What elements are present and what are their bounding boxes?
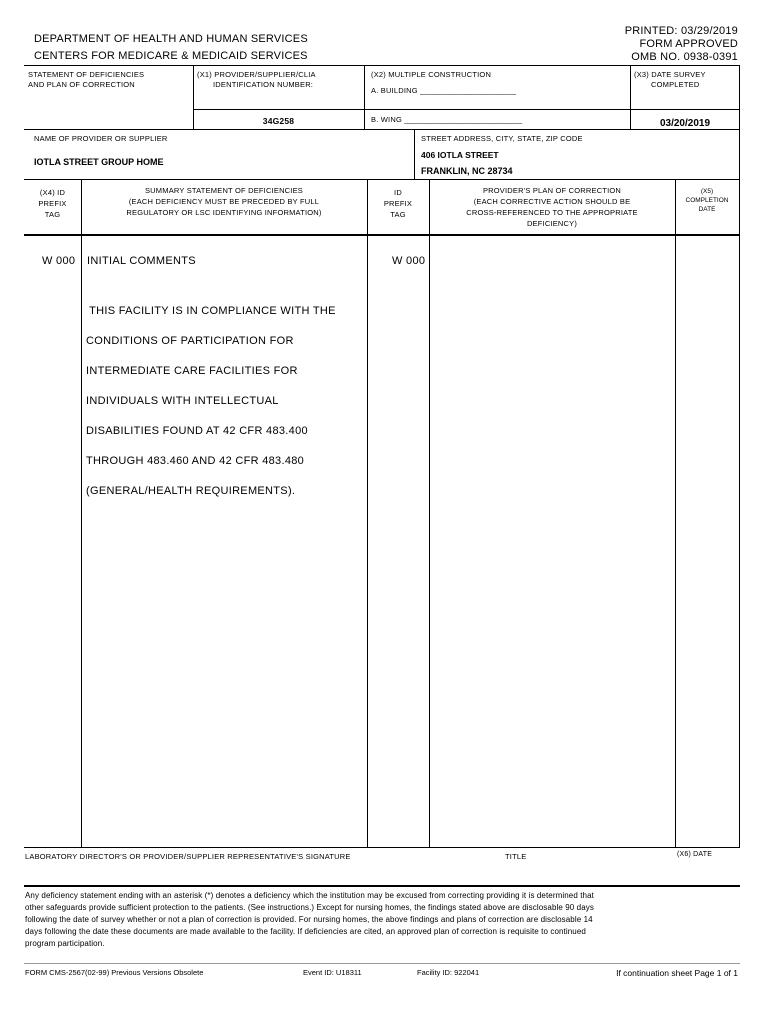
entry-line: CONDITIONS OF PARTICIPATION FOR	[86, 335, 294, 347]
agency-line-2: CENTERS FOR MEDICARE & MEDICAID SERVICES	[34, 50, 308, 62]
summary-label-2: (EACH DEFICIENCY MUST BE PRECEDED BY FULL	[128, 197, 320, 206]
notice-line: Any deficiency statement ending with an asterisk (*) denotes a deficiency which the institution may be excused from correcting providing it is determined that	[25, 891, 594, 900]
form-approved: FORM APPROVED	[639, 38, 738, 50]
address-line-2: FRANKLIN, NC 28734	[421, 166, 513, 176]
omb-number: OMB NO. 0938-0391	[631, 51, 738, 63]
building-label: A. BUILDING ______________________	[371, 86, 517, 95]
plan-label-2: (EACH CORRECTIVE ACTION SHOULD BE	[473, 197, 631, 206]
entry-body	[86, 289, 336, 514]
signature-title: TITLE	[505, 852, 527, 861]
rule-columns-bottom	[24, 234, 740, 236]
entry-line: THROUGH 483.460 AND 42 CFR 483.480	[86, 455, 305, 467]
rule-x1-mid	[193, 109, 364, 110]
x1-label-2: IDENTIFICATION NUMBER:	[213, 80, 314, 89]
id-label-3: TAG	[390, 210, 406, 219]
right-edge-top	[739, 65, 740, 180]
notice-line: following the date of survey whether or not a plan of correction is provided. For nursing homes, the above findings and plans of correction are disclosable 14	[25, 915, 593, 924]
rule-provider-bottom	[24, 179, 740, 180]
col-line-5	[739, 179, 740, 847]
entry-line: INDIVIDUALS WITH INTELLECTUAL	[86, 395, 279, 407]
signature-label: LABORATORY DIRECTOR'S OR PROVIDER/SUPPLIER REPRESENTATIVE'S SIGNATURE	[25, 852, 351, 861]
address-label: STREET ADDRESS, CITY, STATE, ZIP CODE	[421, 134, 583, 143]
statement-label-2: AND PLAN OF CORRECTION	[28, 80, 135, 89]
provider-name-label: NAME OF PROVIDER OR SUPPLIER	[34, 134, 168, 143]
entry-line: INTERMEDIATE CARE FACILITIES FOR	[86, 365, 298, 377]
id-label-1: ID	[394, 188, 402, 197]
rule-top	[24, 65, 740, 66]
footer-event-id: Event ID: U18311	[303, 968, 362, 977]
agency-line-1: DEPARTMENT OF HEALTH AND HUMAN SERVICES	[34, 33, 308, 45]
footer-form: FORM CMS-2567(02-99) Previous Versions Obsolete	[25, 968, 204, 977]
signature-date: (X6) DATE	[677, 851, 713, 858]
entry-tag-left: W 000	[42, 255, 76, 267]
rule-signature-bottom	[24, 885, 740, 887]
notice-line: other safeguards provide sufficient protection to the patients. (See instructions.) Except for nursing homes, the findings stated above are disclosable 90 days	[25, 903, 594, 912]
col-line-4	[675, 179, 676, 847]
rule-signature-top	[24, 847, 740, 848]
notice-text	[25, 890, 594, 950]
notice-line: program participation.	[25, 939, 105, 948]
rule-footer	[24, 963, 740, 964]
summary-label-3: REGULATORY OR LSC IDENTIFYING INFORMATION)	[126, 208, 322, 217]
survey-date-value: 03/20/2019	[659, 118, 711, 129]
plan-label-3: CROSS-REFERENCED TO THE APPROPRIATE	[466, 208, 638, 217]
x2-label: (X2) MULTIPLE CONSTRUCTION	[371, 70, 492, 79]
x1-label-1: (X1) PROVIDER/SUPPLIER/CLIA	[197, 70, 316, 79]
footer-facility-id: Facility ID: 922041	[417, 968, 480, 977]
entry-line: DISABILITIES FOUND AT 42 CFR 483.400	[86, 425, 308, 437]
x3-label-1: (X3) DATE SURVEY	[634, 70, 706, 79]
summary-label-1: SUMMARY STATEMENT OF DEFICIENCIES	[144, 186, 303, 195]
footer-page: If continuation sheet Page 1 of 1	[616, 968, 738, 978]
statement-label-1: STATEMENT OF DEFICIENCIES	[28, 70, 145, 79]
x3-label-2: COMPLETED	[651, 80, 700, 89]
divider-address	[414, 129, 415, 179]
provider-name-value: IOTLA STREET GROUP HOME	[34, 157, 164, 167]
x4-label-1: (X4) ID	[39, 188, 66, 197]
x5-label-1: (X5)	[700, 188, 714, 195]
notice-line: days following the date these documents are made available to the facility. If deficiencies are cited, an approved plan of correction is requisite to continued	[25, 927, 586, 936]
col-line-3	[429, 179, 430, 847]
plan-label-1: PROVIDER'S PLAN OF CORRECTION	[482, 186, 622, 195]
wing-label: B. WING ___________________________	[371, 115, 523, 124]
printed-date: PRINTED: 03/29/2019	[624, 25, 738, 37]
entry-line: (GENERAL/HEALTH REQUIREMENTS).	[86, 485, 296, 497]
provider-id-value: 34G258	[262, 116, 295, 126]
divider-x2	[364, 65, 365, 129]
x5-label-3: DATE	[698, 206, 716, 213]
plan-label-4: DEFICIENCY)	[526, 219, 578, 228]
rule-x2-mid	[364, 109, 740, 110]
entry-title: INITIAL COMMENTS	[87, 255, 196, 267]
rule-top-row-bottom	[24, 129, 740, 130]
id-label-2: PREFIX	[383, 199, 413, 208]
entry-line: THIS FACILITY IS IN COMPLIANCE WITH THE	[86, 305, 336, 317]
col-line-2	[367, 179, 368, 847]
col-line-1	[81, 179, 82, 847]
entry-tag-right: W 000	[392, 255, 426, 267]
x4-label-2: PREFIX	[38, 199, 67, 208]
address-line-1: 406 IOTLA STREET	[421, 150, 499, 160]
x5-label-2: COMPLETION	[685, 197, 729, 204]
x4-label-3: TAG	[44, 210, 61, 219]
